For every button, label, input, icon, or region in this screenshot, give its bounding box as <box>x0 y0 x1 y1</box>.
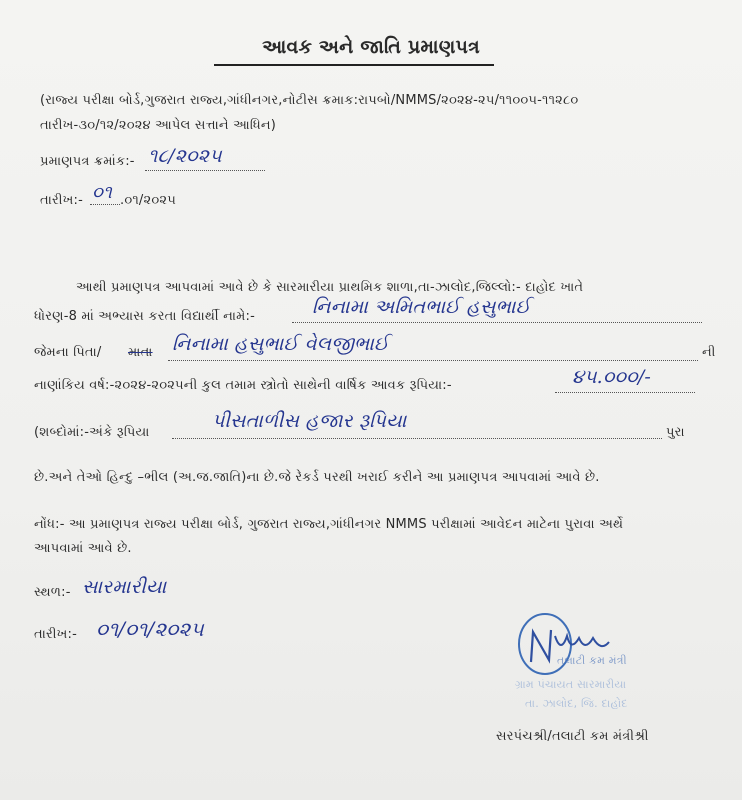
body-line-1: આથી પ્રમાણપત્ર આપવામાં આવે છે કે સારમારીયા પ્રાથમિક શાળા,તા-ઝાલોદ,જિલ્લો:- દાહોદ ખાતે <box>76 280 584 295</box>
footer-date-value: ૦૧/૦૧/૨૦૨૫ <box>96 617 204 641</box>
note-line-1: નોંધ:- આ પ્રમાણપત્ર રાજ્ય પરીક્ષા બોર્ડ, ગુજરાત રાજ્ય,ગાંધીનગર NMMS પરીક્ષામાં આવેદન માટેના પુરાવા અર્થે <box>34 517 624 532</box>
stamp-line-3: તા. ઝાલોદ, જિ. દાહોદ <box>525 697 628 710</box>
student-dots <box>292 322 702 323</box>
reference-line-2: તારીખ-૩૦/૧૨/૨૦૨૪ આપેલ સત્તાને આધિન) <box>40 118 276 133</box>
caste-line: છે.અને તેઓ હિન્દુ –ભીલ (અ.જ.જાતિ)ના છે.જે રેકર્ડ પરથી ખરાઈ કરીને આ પ્રમાણપત્ર આપવામાં આવે છે. <box>34 470 600 485</box>
cert-no-dots <box>145 170 265 171</box>
date-dots <box>90 204 120 205</box>
stamp-line-2: ગ્રામ પંચાયત સારમારીયા <box>515 678 627 691</box>
income-dots <box>555 392 695 393</box>
place-label: સ્થળ:- <box>34 585 71 600</box>
reference-line-1: (રાજ્ય પરીક્ષા બોર્ડ,ગુજરાત રાજ્ય,ગાંધીનગર,નોટીસ ક્રમાક:રાપબો/NMMS/૨૦૨૪-૨૫/૧૧૦૦૫-૧૧૨૮૦ <box>40 93 579 108</box>
father-label-struck: માતા <box>128 345 153 360</box>
cert-no-value: ૧૮/૨૦૨૫ <box>148 145 222 167</box>
father-suffix: ની <box>702 345 716 360</box>
income-value: ૪૫.૦૦૦/- <box>572 366 652 388</box>
student-name: નિનામા અમિતભાઈ હસુભાઈ <box>312 296 531 318</box>
date-label: તારીખ:- <box>40 193 83 208</box>
cert-no-label: પ્રમાણપત્ર ક્રમાંક:- <box>40 154 135 169</box>
date-suffix: .૦૧/૨૦૨૫ <box>120 193 176 208</box>
father-name: નિનામા હસુભાઈ વેલજીભાઈ <box>172 333 389 355</box>
student-label: ધોરણ-8 માં અભ્યાસ કરતા વિદ્યાર્થી નામે:- <box>34 309 255 324</box>
date-day-value: ૦૧ <box>92 182 113 203</box>
title-underline <box>214 64 494 66</box>
footer-date-label: તારીખ:- <box>34 627 77 642</box>
father-label: જેમના પિતા/ <box>34 345 102 360</box>
place-value: સારમારીયા <box>82 576 167 598</box>
signatory-title: સરપંચશ્રી/તલાટી કમ મંત્રીશ્રી <box>496 729 649 744</box>
words-value: પીસતાળીસ હજાર રૂપિયા <box>212 410 407 432</box>
words-label: (શબ્દોમાં:-અંકે રૂપિયા <box>34 425 150 440</box>
words-dots <box>172 438 662 439</box>
words-suffix: પુરા <box>666 425 685 440</box>
document-title: આવક અને જાતિ પ્રમાણપત્ર <box>262 36 480 58</box>
note-line-2: આપવામાં આવે છે. <box>34 541 132 556</box>
signature-stamp <box>505 600 675 720</box>
father-dots <box>168 360 698 361</box>
stamp-line-1: તલાટી કમ મંત્રી <box>557 654 627 667</box>
income-label: નાણાંકિય વર્ષ:-૨૦૨૪-૨૦૨૫ની કુલ તમામ સ્ત્રોતો સાથેની વાર્ષિક આવક રૂપિયા:- <box>34 378 452 393</box>
